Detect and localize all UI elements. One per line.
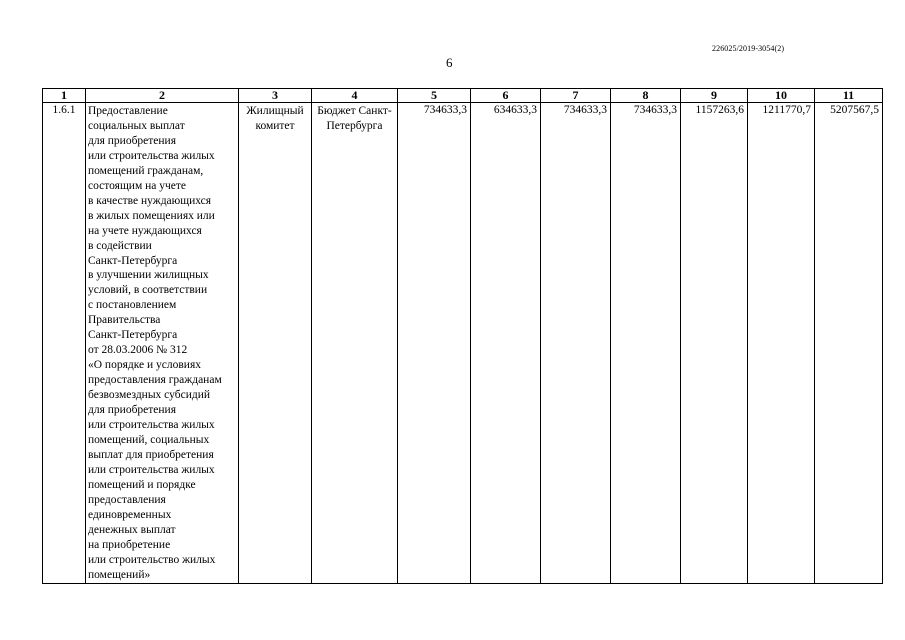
column-header: 9: [681, 89, 748, 103]
budget-table: [42, 88, 883, 584]
row-value: 734633,3: [398, 103, 471, 584]
row-value: 1211770,7: [748, 103, 815, 584]
column-header: 1: [43, 89, 86, 103]
row-value: 734633,3: [611, 103, 681, 584]
row-value: 5207567,5: [815, 103, 883, 584]
column-header: 6: [471, 89, 541, 103]
document-registration-number: 226025/2019-3054(2): [712, 44, 785, 53]
row-value: 634633,3: [471, 103, 541, 584]
row-funding-source: Бюджет Санкт-Петербурга: [312, 103, 398, 584]
column-header: 3: [239, 89, 312, 103]
column-header: 2: [86, 89, 239, 103]
table-row: [43, 103, 883, 584]
row-value: 1157263,6: [681, 103, 748, 584]
row-index: 1.6.1: [43, 103, 86, 584]
column-header: 8: [611, 89, 681, 103]
column-header: 10: [748, 89, 815, 103]
column-header: 7: [541, 89, 611, 103]
row-description: Предоставление социальных выплат для приобретения или строительства жилых помещений гражданам, состоящим на учете в качестве нуждающихся в жилых помещениях или на учете нуждающихся в содействии Санкт-Петербурга в улучшении жилищных условий, в соответствии с постановлением Правительства Санкт-Петербурга от 28.03.2006 № 312 «О порядке и условиях предоставления гражданам безвозмездных субсидий для приобретения или строительства жилых помещений, социальных выплат для приобретения или строительства жилых помещений и порядке предоставления единовременных денежных выплат на приобретение или строительство жилых помещений»: [86, 103, 239, 584]
row-executor: Жилищный комитет: [239, 103, 312, 584]
column-header: 4: [312, 89, 398, 103]
column-header: 5: [398, 89, 471, 103]
page-number: 6: [446, 55, 453, 70]
column-header: 11: [815, 89, 883, 103]
header-row: [43, 89, 883, 103]
row-value: 734633,3: [541, 103, 611, 584]
